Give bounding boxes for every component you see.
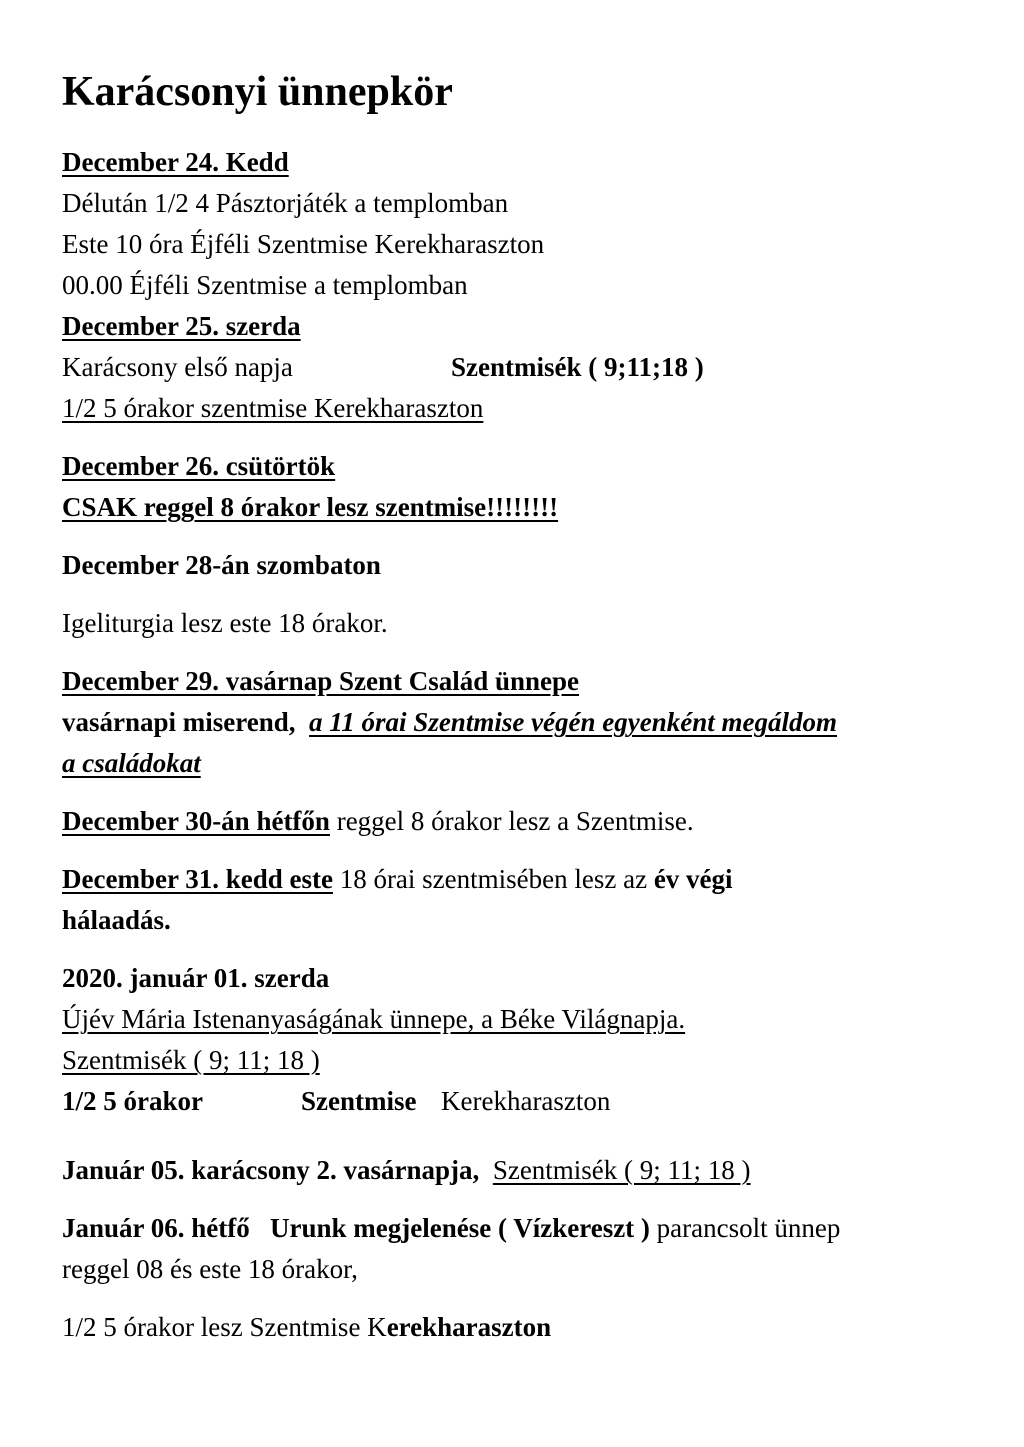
dec29-heading: December 29. vasárnap Szent Család ünnepe [62,666,580,696]
jan01-mass: Szentmise [301,1086,417,1116]
jan06-line-3a: 1/2 5 órakor lesz Szentmise K [62,1312,387,1342]
jan06-line-2: reggel 08 és este 18 órakor, [62,1254,358,1284]
dec31-heading: December 31. kedd este [62,864,333,894]
jan06-heading: Január 06. hétfő [62,1213,250,1243]
dec30-heading: December 30-án hétfőn [62,806,330,836]
jan01-place: Kerekharaszton [441,1086,611,1116]
jan01-line-2: Szentmisék ( 9; 11; 18 ) [62,1045,320,1075]
dec24-line-3: 00.00 Éjféli Szentmise a templomban [62,270,468,300]
dec24-line-1: Délután 1/2 4 Pásztorjáték a templomban [62,188,509,218]
jan06-rest-1: parancsolt ünnep [656,1213,841,1243]
dec30-line [62,804,694,838]
jan01-line-3 [62,1084,611,1118]
dec24-heading: December 24. Kedd [62,147,289,177]
dec28-line: Igeliturgia lesz este 18 órakor. [62,608,388,638]
jan06-line-1 [62,1211,840,1245]
dec31-line-1 [62,862,733,896]
dec30-rest: reggel 8 órakor lesz a Szentmise. [336,806,694,836]
dec29-italic-1: a 11 órai Szentmise végén egyenként megáldom [309,707,837,737]
page-title: Karácsonyi ünnepkör [62,69,453,115]
dec25-line-1 [62,350,704,384]
jan05-heading: Január 05. karácsony 2. vasárnapja, [62,1155,480,1185]
dec31-bold-1: év végi [653,864,733,894]
dec26-heading: December 26. csütörtök [62,451,336,481]
jan01-heading: 2020. január 01. szerda [62,963,330,993]
jan01-time: 1/2 5 órakor [62,1086,203,1116]
dec29-line-1 [62,705,837,739]
jan05-line [62,1153,751,1187]
jan06-line-3 [62,1310,551,1344]
dec29-italic-2: a családokat [62,748,201,778]
dec31-middle: 18 órai szentmisében lesz az [339,864,648,894]
dec29-bold: vasárnapi miserend, [62,707,296,737]
dec25-line-2: 1/2 5 órakor szentmise Kerekharaszton [62,393,484,423]
dec25-masses: Szentmisék ( 9;11;18 ) [451,352,704,382]
jan06-line-3b: erekharaszton [386,1312,552,1342]
dec31-bold-2: hálaadás. [62,905,171,935]
dec25-heading: December 25. szerda [62,311,301,341]
dec25-label: Karácsony első napja [62,352,293,382]
dec26-notice: CSAK reggel 8 órakor lesz szentmise!!!!!!!! [62,492,559,522]
dec24-line-2: Este 10 óra Éjféli Szentmise Kerekharaszton [62,229,545,259]
dec28-heading: December 28-án szombaton [62,550,381,580]
jan05-masses: Szentmisék ( 9; 11; 18 ) [492,1155,751,1185]
jan06-feast: Urunk megjelenése ( Vízkereszt ) [270,1213,650,1243]
jan01-line-1: Újév Mária Istenanyaságának ünnepe, a Béke Világnapja. [62,1004,686,1034]
